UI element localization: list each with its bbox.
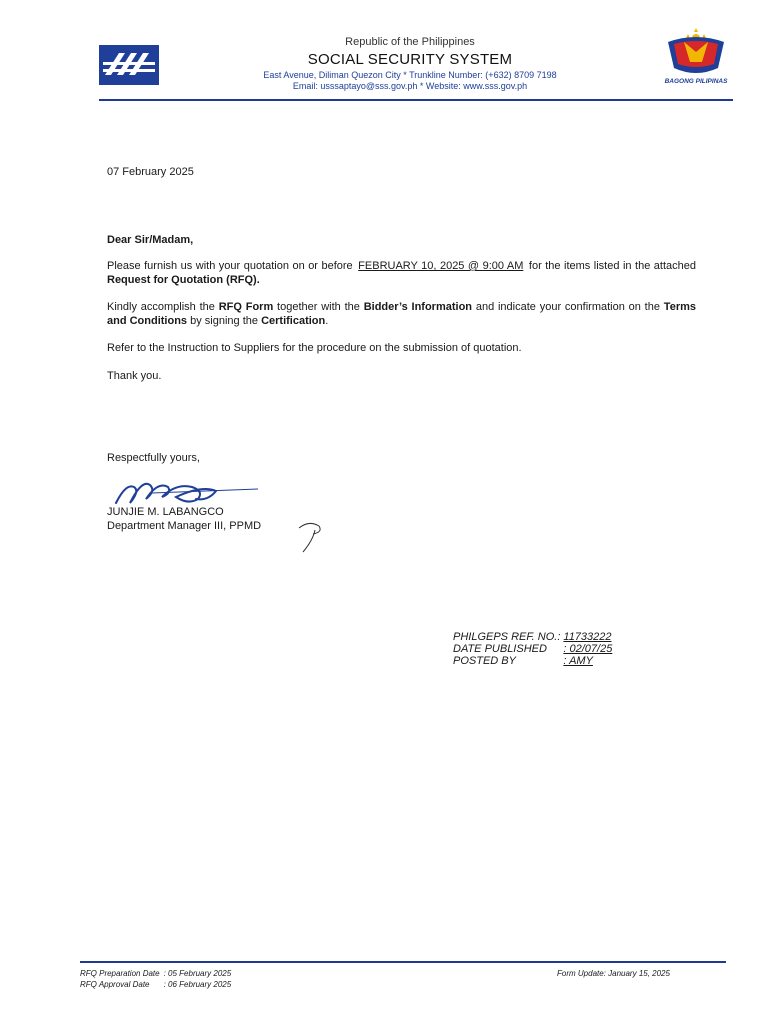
philgeps-block (453, 631, 612, 667)
signer-name: JUNJIE M. LABANGCO (107, 506, 224, 518)
p1-text: Please furnish us with your quotation on or before (107, 260, 353, 272)
bagong-pilipinas-text: BAGONG PILIPINAS (664, 78, 728, 85)
form-update: Form Update: January 15, 2025 (557, 969, 670, 978)
date-published-label: DATE PUBLISHED (453, 643, 547, 655)
paragraph-instructions (107, 300, 696, 328)
rfq-form-term: RFQ Form (218, 301, 274, 313)
footer-dates (80, 968, 231, 990)
deadline: FEBRUARY 10, 2025 @ 9:00 AM (358, 260, 524, 272)
paragraph-refer: Refer to the Instruction to Suppliers for the procedure on the submission of quotation. (107, 342, 522, 354)
footer-divider (80, 961, 726, 963)
contact-line: Email: usssaptayo@sss.gov.ph * Website: www.sss.gov.ph (292, 81, 528, 91)
bidders-info-term: Bidder’s Information (363, 301, 473, 313)
approval-date-value: : 06 February 2025 (163, 980, 232, 989)
letter-date: 07 February 2025 (107, 166, 194, 178)
paragraph-deadline (107, 259, 696, 287)
philgeps-ref-value: 11733222 (563, 631, 612, 643)
posted-by-label: POSTED BY (453, 655, 516, 667)
initial-mark (295, 520, 325, 554)
rfq-reference: Request for Quotation (RFQ). (107, 274, 260, 286)
p2-text: and indicate your confirmation on the (475, 301, 660, 313)
salutation: Dear Sir/Madam, (107, 234, 194, 246)
signer-title: Department Manager III, PPMD (107, 520, 262, 532)
agency-name: SOCIAL SECURITY SYSTEM (307, 51, 513, 68)
terms-term: Terms and Conditions (107, 301, 696, 327)
sss-logo (99, 45, 159, 85)
p2-text: by signing the (190, 315, 258, 327)
p2-text: Kindly accomplish the (107, 301, 215, 313)
republic-line: Republic of the Philippines (345, 36, 475, 48)
thank-you: Thank you. (107, 370, 162, 382)
bagong-pilipinas-logo (660, 28, 732, 88)
p2-text: . (325, 315, 329, 327)
prep-date-label: RFQ Preparation Date (80, 969, 160, 978)
header-divider (99, 99, 733, 101)
approval-date-label: RFQ Approval Date (80, 980, 150, 989)
posted-by-value: : AMY (563, 655, 593, 667)
p2-text: together with the (277, 301, 360, 313)
prep-date-value: : 05 February 2025 (163, 969, 232, 978)
closing: Respectfully yours, (107, 452, 200, 464)
certification-term: Certification (261, 315, 326, 327)
philgeps-ref-label: PHILGEPS REF. NO.: (453, 631, 561, 643)
p1-text: for the items listed in the attached (528, 260, 697, 272)
address-line: East Avenue, Diliman Quezon City * Trunkline Number: (+632) 8709 7198 (263, 70, 557, 80)
date-published-value: : 02/07/25 (563, 643, 613, 655)
